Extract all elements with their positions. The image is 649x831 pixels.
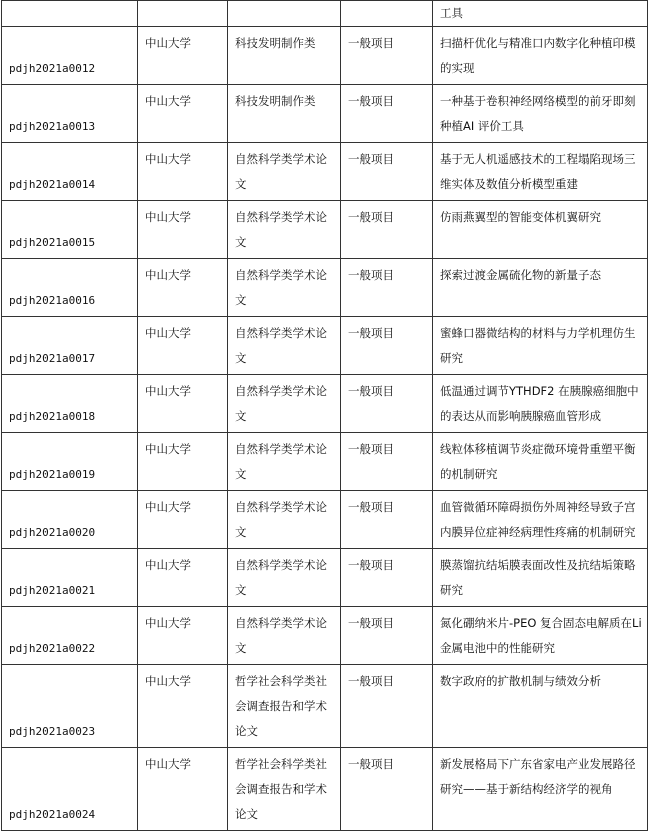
project-id-cell: pdjh2021a0023 xyxy=(2,665,138,748)
category-cell: 自然科学类学术论文 xyxy=(228,143,341,201)
table-row-continued xyxy=(2,1,648,27)
category-cell: 自然科学类学术论文 xyxy=(228,201,341,259)
project-id-cell: pdjh2021a0015 xyxy=(2,201,138,259)
category-cell: 自然科学类学术论文 xyxy=(228,259,341,317)
category-cell xyxy=(228,1,341,27)
project-title-cell: 低温通过调节YTHDF2 在胰腺癌细胞中的表达从而影响胰腺癌血管形成 xyxy=(433,375,648,433)
table-row xyxy=(2,85,648,143)
level-cell: 一般项目 xyxy=(341,665,433,748)
table-row xyxy=(2,748,648,831)
project-title-cell: 一种基于卷积神经网络模型的前牙即刻种植AI 评价工具 xyxy=(433,85,648,143)
school-cell: 中山大学 xyxy=(138,143,228,201)
school-cell: 中山大学 xyxy=(138,549,228,607)
level-cell: 一般项目 xyxy=(341,375,433,433)
level-cell: 一般项目 xyxy=(341,27,433,85)
table-row xyxy=(2,259,648,317)
level-cell: 一般项目 xyxy=(341,85,433,143)
category-cell: 自然科学类学术论文 xyxy=(228,549,341,607)
project-id-cell xyxy=(2,1,138,27)
project-title-cell: 血管微循环障碍损伤外周神经导致子宫内膜异位症神经病理性疼痛的机制研究 xyxy=(433,491,648,549)
project-title-cell: 仿雨燕翼型的智能变体机翼研究 xyxy=(433,201,648,259)
level-cell: 一般项目 xyxy=(341,748,433,831)
project-title-cell: 基于无人机遥感技术的工程塌陷现场三维实体及数值分析模型重建 xyxy=(433,143,648,201)
school-cell: 中山大学 xyxy=(138,375,228,433)
project-id-cell: pdjh2021a0014 xyxy=(2,143,138,201)
level-cell: 一般项目 xyxy=(341,259,433,317)
school-cell: 中山大学 xyxy=(138,748,228,831)
table-row xyxy=(2,27,648,85)
project-title-cell: 数字政府的扩散机制与绩效分析 xyxy=(433,665,648,748)
project-title-cell: 新发展格局下广东省家电产业发展路径研究——基于新结构经济学的视角 xyxy=(433,748,648,831)
project-title-cell: 探索过渡金属硫化物的新量子态 xyxy=(433,259,648,317)
category-cell: 自然科学类学术论文 xyxy=(228,375,341,433)
school-cell xyxy=(138,1,228,27)
project-id-cell: pdjh2021a0021 xyxy=(2,549,138,607)
school-cell: 中山大学 xyxy=(138,85,228,143)
project-id-cell: pdjh2021a0024 xyxy=(2,748,138,831)
school-cell: 中山大学 xyxy=(138,201,228,259)
project-id-cell: pdjh2021a0012 xyxy=(2,27,138,85)
level-cell: 一般项目 xyxy=(341,143,433,201)
project-id-cell: pdjh2021a0016 xyxy=(2,259,138,317)
project-title-cell: 线粒体移植调节炎症微环境骨重塑平衡的机制研究 xyxy=(433,433,648,491)
project-id-cell: pdjh2021a0020 xyxy=(2,491,138,549)
project-title-cell: 蜜蜂口器微结构的材料与力学机理仿生研究 xyxy=(433,317,648,375)
category-cell: 哲学社会科学类社会调查报告和学术论文 xyxy=(228,748,341,831)
project-id-cell: pdjh2021a0019 xyxy=(2,433,138,491)
table-row xyxy=(2,607,648,665)
project-id-cell: pdjh2021a0017 xyxy=(2,317,138,375)
category-cell: 自然科学类学术论文 xyxy=(228,317,341,375)
school-cell: 中山大学 xyxy=(138,317,228,375)
project-title-cell: 扫描杆优化与精准口内数字化种植印模的实现 xyxy=(433,27,648,85)
school-cell: 中山大学 xyxy=(138,607,228,665)
project-title-cell: 氮化硼纳米片-PEO 复合固态电解质在Li 金属电池中的性能研究 xyxy=(433,607,648,665)
level-cell: 一般项目 xyxy=(341,201,433,259)
table-row xyxy=(2,375,648,433)
school-cell: 中山大学 xyxy=(138,491,228,549)
project-title-cell: 工具 xyxy=(433,1,648,27)
project-title-cell: 膜蒸馏抗结垢膜表面改性及抗结垢策略研究 xyxy=(433,549,648,607)
category-cell: 科技发明制作类 xyxy=(228,27,341,85)
project-list-table xyxy=(1,0,648,831)
school-cell: 中山大学 xyxy=(138,433,228,491)
school-cell: 中山大学 xyxy=(138,27,228,85)
table-row xyxy=(2,317,648,375)
category-cell: 哲学社会科学类社会调查报告和学术论文 xyxy=(228,665,341,748)
school-cell: 中山大学 xyxy=(138,259,228,317)
category-cell: 自然科学类学术论文 xyxy=(228,607,341,665)
level-cell xyxy=(341,1,433,27)
category-cell: 自然科学类学术论文 xyxy=(228,433,341,491)
table-row xyxy=(2,549,648,607)
category-cell: 自然科学类学术论文 xyxy=(228,491,341,549)
project-id-cell: pdjh2021a0013 xyxy=(2,85,138,143)
table-row xyxy=(2,491,648,549)
project-id-cell: pdjh2021a0018 xyxy=(2,375,138,433)
table-row xyxy=(2,433,648,491)
table-row xyxy=(2,201,648,259)
level-cell: 一般项目 xyxy=(341,607,433,665)
table-row xyxy=(2,665,648,748)
school-cell: 中山大学 xyxy=(138,665,228,748)
level-cell: 一般项目 xyxy=(341,549,433,607)
project-id-cell: pdjh2021a0022 xyxy=(2,607,138,665)
level-cell: 一般项目 xyxy=(341,433,433,491)
table-body xyxy=(2,1,648,831)
level-cell: 一般项目 xyxy=(341,317,433,375)
table-row xyxy=(2,143,648,201)
level-cell: 一般项目 xyxy=(341,491,433,549)
category-cell: 科技发明制作类 xyxy=(228,85,341,143)
